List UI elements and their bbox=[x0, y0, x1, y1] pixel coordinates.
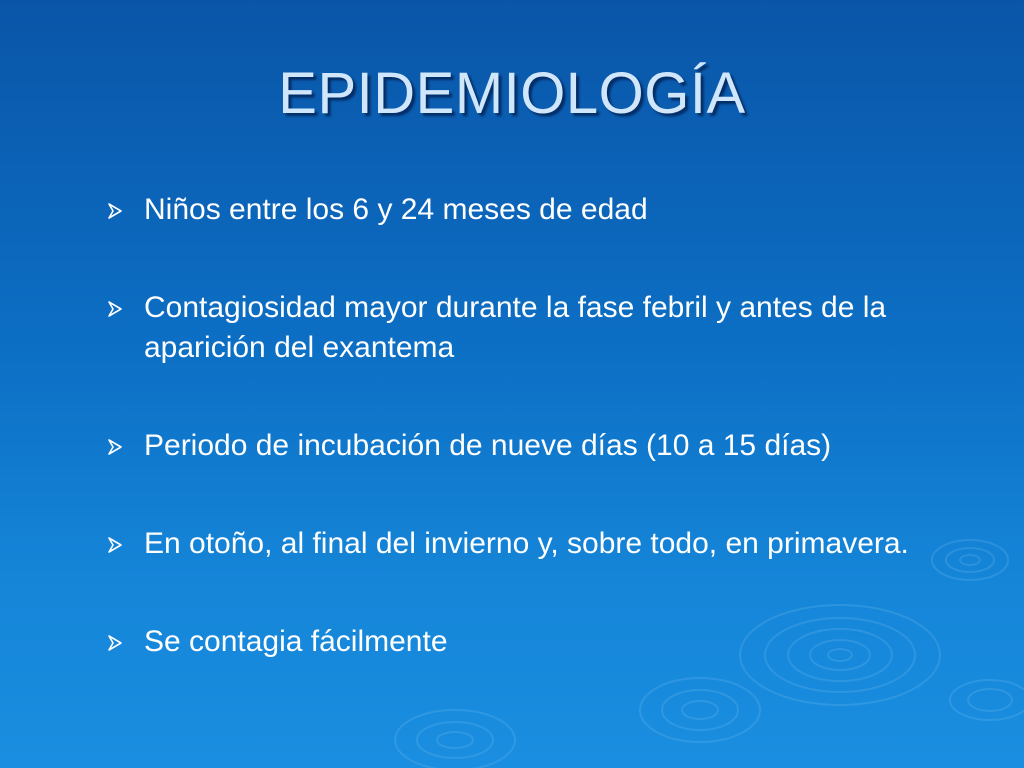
bullet-item-2 bbox=[104, 288, 964, 368]
bullet-list bbox=[104, 190, 964, 720]
bullet-text: Niños entre los 6 y 24 meses de edad bbox=[144, 193, 648, 226]
bullet-text: Se contagia fácilmente bbox=[144, 625, 448, 658]
bullet-item-3 bbox=[104, 426, 964, 466]
slide-title: EPIDEMIOLOGÍA bbox=[278, 61, 746, 126]
arrowhead-bullet-icon bbox=[106, 634, 124, 652]
arrowhead-bullet-icon bbox=[106, 438, 124, 456]
bullet-item-5 bbox=[104, 622, 964, 662]
bullet-item-4 bbox=[104, 524, 964, 564]
bullet-text: Contagiosidad mayor durante la fase febril y antes de la aparición del exantema bbox=[144, 291, 887, 364]
bullet-item-1 bbox=[104, 190, 964, 230]
bullet-text: En otoño, al final del invierno y, sobre todo, en primavera. bbox=[144, 527, 909, 560]
arrowhead-bullet-icon bbox=[106, 202, 124, 220]
arrowhead-bullet-icon bbox=[106, 536, 124, 554]
bullet-text: Periodo de incubación de nueve días (10 a 15 días) bbox=[144, 429, 832, 462]
arrowhead-bullet-icon bbox=[106, 300, 124, 318]
